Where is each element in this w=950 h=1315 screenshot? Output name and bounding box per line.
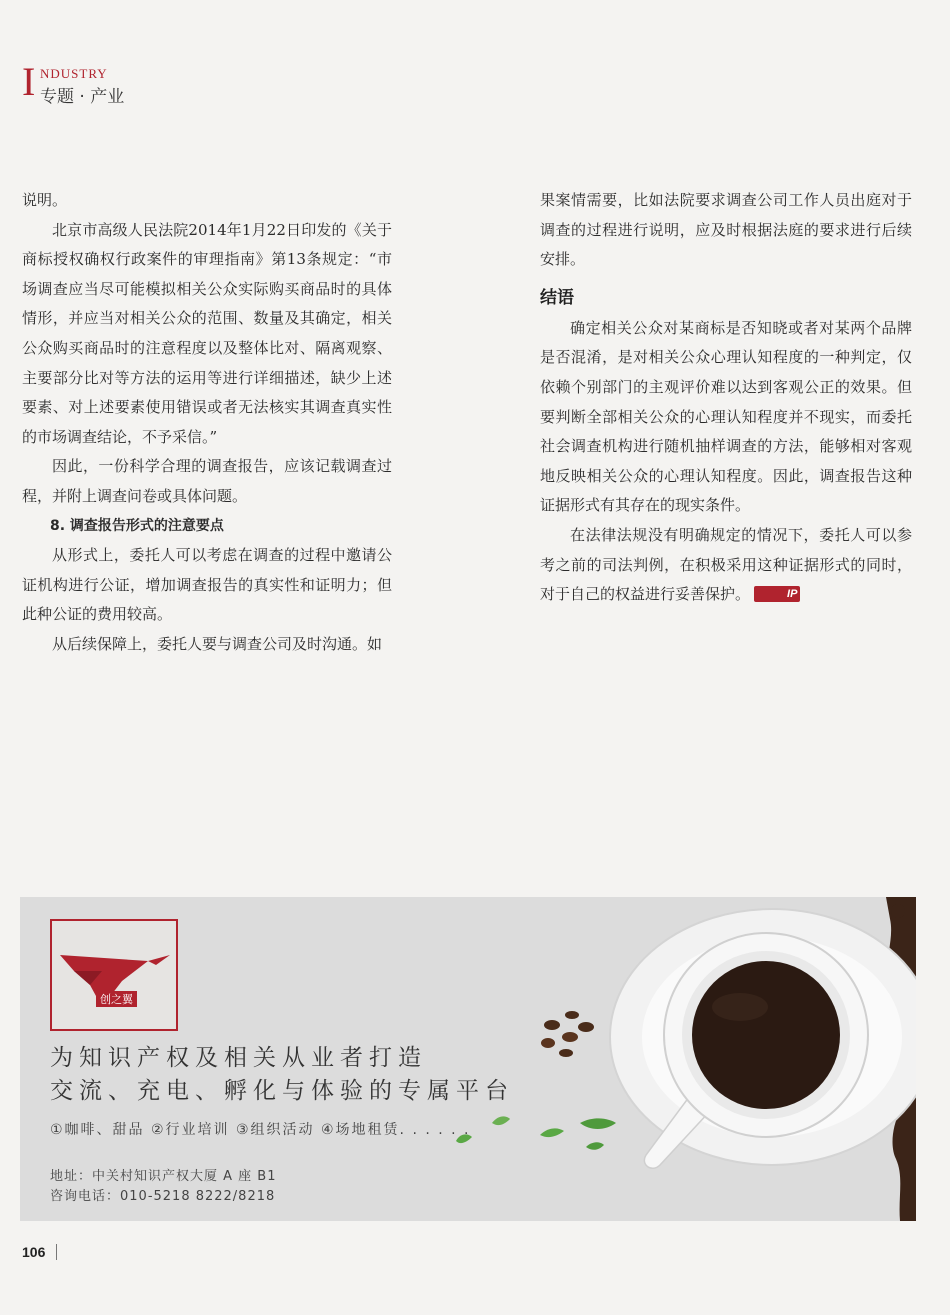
leaf xyxy=(540,1128,564,1137)
ip-end-mark: IP xyxy=(754,586,800,602)
logo-text: 创之翼 xyxy=(96,991,137,1007)
coffee xyxy=(692,961,840,1109)
coffee-bean xyxy=(559,1049,573,1057)
header-english: NDUSTRY xyxy=(40,66,108,81)
coffee-bean xyxy=(565,1011,579,1019)
right-column xyxy=(540,186,912,610)
leaf xyxy=(586,1142,604,1150)
coffee-bean xyxy=(541,1038,555,1048)
ad-address: 地址：中关村知识产权大厦 A 座 B1 xyxy=(50,1169,277,1184)
paragraph: 确定相关公众对某商标是否知晓或者对某两个品牌是否混淆，是对相关公众心理认知程度的一种判定，仅依赖个别部门的主观评价难以达到客观公正的效果。但要判断全部相关公众的心理认知程度并不现实，而委托社会调查机构进行随机抽样调查的方法，能够相对客观地反映相关公众的心理认知程度。因此，调查报告这种证据形式有其存在的现实条件。 xyxy=(540,318,912,515)
ad-headline: 交流、充电、孵化与体验的专属平台 xyxy=(50,1078,514,1104)
page-number: 106 xyxy=(22,1244,46,1260)
subheading: 8. 调查报告形式的注意要点 xyxy=(50,517,224,534)
leaf xyxy=(492,1116,510,1125)
drip-drop xyxy=(891,904,905,918)
coffee-bean xyxy=(562,1032,578,1042)
paragraph xyxy=(540,521,912,610)
ad-contact xyxy=(50,1167,276,1207)
ad-headline: 为知识产权及相关从业者打造 xyxy=(50,1045,427,1071)
left-column xyxy=(22,186,392,660)
paragraph: 果案情需要，比如法院要求调查公司工作人员出庭对于调查的过程进行说明，应及时根据法庭的要求进行后续安排。 xyxy=(540,191,912,269)
bird-logo-icon xyxy=(52,921,176,1029)
paragraph: 从形式上，委托人可以考虑在调查的过程中邀请公证机构进行公证，增加调查报告的真实性和证明力；但此种公证的费用较高。 xyxy=(22,546,392,624)
bird-beak xyxy=(148,955,170,965)
page-number-divider xyxy=(56,1244,57,1260)
paragraph-text: 在法律法规没有明确规定的情况下，委托人可以参考之前的司法判例，在积极采用这种证据形式的同时，对于自己的权益进行妥善保护。 xyxy=(540,525,912,604)
section-title: 结语 xyxy=(540,287,574,308)
coffee-bean xyxy=(578,1022,594,1032)
ad-services: ①咖啡、甜品 ②行业培训 ③组织活动 ④场地租赁. . . . . . xyxy=(50,1122,471,1138)
coffee-bean xyxy=(544,1020,560,1030)
paragraph: 因此，一份科学合理的调查报告，应该记载调查过程，并附上调查问卷或具体问题。 xyxy=(22,457,392,505)
ad-logo xyxy=(50,919,178,1031)
paragraph: 说明。 xyxy=(22,191,68,209)
paragraph: 从后续保障上，委托人要与调查公司及时沟通。如 xyxy=(52,634,383,653)
advertisement xyxy=(20,897,916,1221)
header-initial: I xyxy=(22,59,36,104)
leaf xyxy=(580,1118,616,1129)
paragraph: 北京市高级人民法院2014年1月22日印发的《关于商标授权确权行政案件的审理指南》第13条规定：“市场调查应当尽可能模拟相关公众实际购买商品时的具体情形，并应当对相关公众的范围、数量及其确定，相关公众购买商品时的注意程度以及整体比对、隔离观察、主要部分比对等方法的运用等进行详细描述，缺少上述要素、对上述要素使用错误或者无法核实其调查真实性的市场调查结论，不予采信。” xyxy=(22,220,392,446)
ad-phone: 咨询电话：010-5218 8222/8218 xyxy=(50,1189,276,1204)
coffee-sheen xyxy=(712,993,768,1021)
header-chinese: 专题 · 产业 xyxy=(40,87,125,107)
